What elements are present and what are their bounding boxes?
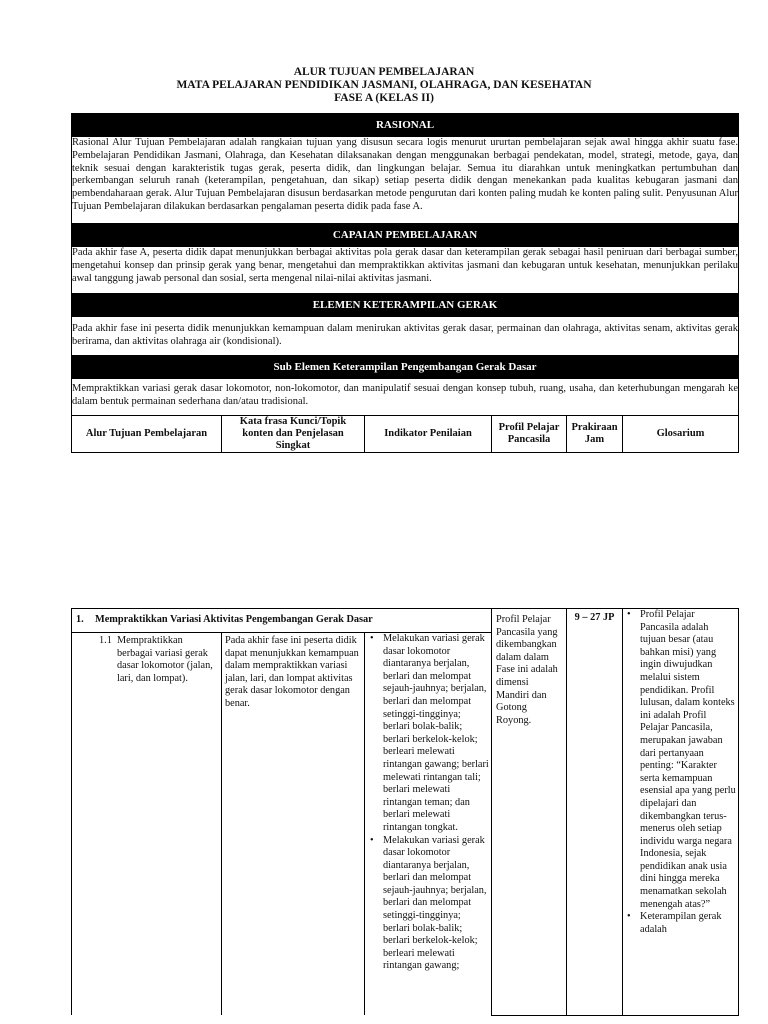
- content-table: [71, 608, 739, 1016]
- col-header-indikator: Indikator Penilaian: [365, 416, 492, 453]
- section-title-text: Mempraktikkan Variasi Aktivitas Pengembangan Gerak Dasar: [95, 614, 373, 625]
- sub-objective-number: 1.1: [99, 635, 112, 646]
- sub-elemen-heading: Sub Elemen Keterampilan Pengembangan Gerak Dasar: [72, 356, 739, 379]
- capaian-heading: CAPAIAN PEMBELAJARAN: [72, 224, 739, 247]
- col-header-alur: Alur Tujuan Pembelajaran: [72, 416, 222, 453]
- section-number: 1.: [76, 614, 84, 625]
- sub-objective-text: Mempraktikkan berbagai variasi gerak dasar lokomotor (jalan, lari, dan lompat).: [117, 635, 213, 684]
- column-header-row: [72, 416, 739, 453]
- col-header-prakiraan: Prakiraan Jam: [567, 416, 623, 453]
- jp-cell: 9 – 27 JP: [567, 609, 623, 1016]
- description-cell: Pada akhir fase ini peserta didik dapat menunjukkan kemampuan dalam mempraktikkan variasi jalan, lari, dan lompat aktivitas gerak dasar lokomotor dengan benar.: [222, 633, 365, 1016]
- glossary-item: • Profil Pelajar Pancasila adalah tujuan besar (atau bahkan misi) yang ingin diwujudkan melalui sistem pendidikan. Profil lulusan, dalam konteks ini adalah Profil Pelajar Pancasila, merupakan jawaban dari pertanyaan penting: “Karakter serta kemampuan esensial apa yang perlu dipelajari dan dikembangkan terus-menerus oleh setiap individu warga negara Indonesia, sejak pendidikan anak usia dini hingga mereka menamatkan sekolah menengah atas?”: [624, 609, 736, 911]
- elemen-text: Pada akhir fase ini peserta didik menunjukkan kemampuan dalam menirukan aktivitas gerak dasar, permainan dan olahraga, aktivitas senam, aktivitas gerak berirama, dan aktivitas olahraga air (kondisional).: [72, 317, 739, 356]
- glossary-cell: [623, 609, 739, 1016]
- subject-title: MATA PELAJARAN PENDIDIKAN JASMANI, OLAHRAGA, DAN KESEHATAN: [176, 79, 592, 91]
- col-header-profil: Profil Pelajar Pancasila: [492, 416, 567, 453]
- profil-cell: Profil Pelajar Pancasila yang dikembangkan dalam dalam Fase ini adalah dimensi Mandiri dan Gotong Royong.: [492, 609, 567, 1016]
- col-header-kata-frasa: Kata frasa Kunci/Topik konten dan Penjelasan Singkat: [222, 416, 365, 453]
- glossary-item: • Keterampilan gerak adalah: [624, 911, 736, 936]
- col-header-glosarium: Glosarium: [623, 416, 739, 453]
- indicator-item: • Melakukan variasi gerak dasar lokomotor diantaranya berjalan, berlari dan melompat sejauh-jauhnya; berjalan, berlari dan melompat setinggi-tingginya; berlari bolak-balik; berlari berkelok-kelok; berleari melewati rintangan gawang; berlari melewati rintangan tali; berlari melewati rintangan teman; dan berlari melewati rintangan tongkat.: [367, 633, 489, 835]
- rasional-text: Rasional Alur Tujuan Pembelajaran adalah rangkaian tujuan yang disusun secara logis menurut ururtan pembelajaran sejak awal hingga akhir suatu fase. Pembelajaran Pendidikan Jasmani, Olahraga, dan Kesehatan dilaksanakan dengan menggunakan berbagai pendekatan, model, strategi, metode, gaya, dan teknik sesuai dengan karakteristik tugas gerak, peserta didik, dan lingkungan belajar. Semua itu diarahkan untuk meningkatkan pertumbuhan dan perkembangan seluruh ranah (keterampilan, pengetahuan, dan sikap) setiap peserta didik dengan menekankan pada kualitas kebugaran jasmani dan pembendaharaan gerak. Alur Tujuan Pembelajaran disusun berdasarkan metode pengurutan dari konten paling mudah ke konten paling sulit. Penyusunan Alur Tujuan Pembelajaran dilakukan berdasarkan pengalaman peserta didik pada fase A.: [72, 137, 739, 224]
- document-title: ALUR TUJUAN PEMBELAJARAN: [293, 66, 475, 78]
- capaian-text: Pada akhir fase A, peserta didik dapat menunjukkan berbagai aktivitas pola gerak dasar dan keterampilan gerak sebagai hasil peniruan dari berbagai sumber, mengetahui konsep dan prinsip gerak yang benar, mengetahui dan mempraktikkan aktivitas jasmani dan kebugaran untuk kesehatan, menunjukkan perilaku awal tanggung jawab personal dan sosial, serta mengenal nilai-nilai aktivitas jasmani.: [72, 247, 739, 294]
- rasional-heading: RASIONAL: [72, 114, 739, 137]
- elemen-heading: ELEMEN KETERAMPILAN GERAK: [72, 294, 739, 317]
- sub-elemen-text: Mempraktikkan variasi gerak dasar lokomotor, non-lokomotor, dan manipulatif sesuai dengan konsep tubuh, ruang, usaha, dan keterhubungan mengarah ke dalam bentuk permainan sederhana dan/atau tradisional.: [72, 379, 739, 416]
- sub-objective-cell: [72, 633, 222, 1016]
- phase-title: FASE A (KELAS II): [334, 92, 434, 104]
- overview-table: [71, 113, 739, 453]
- section-title: [72, 609, 492, 633]
- document-title-block: [70, 66, 698, 105]
- indicator-item: • Melakukan variasi gerak dasar lokomotor diantaranya berjalan, berlari dan melompat sejauh-jauhnya; berjalan, berlari dan melompat setinggi-tingginya; berlari bolak-balik; berlari berkelok-kelok; berleari melewati rintangan gawang;: [367, 835, 489, 974]
- indicator-cell: [365, 633, 492, 1016]
